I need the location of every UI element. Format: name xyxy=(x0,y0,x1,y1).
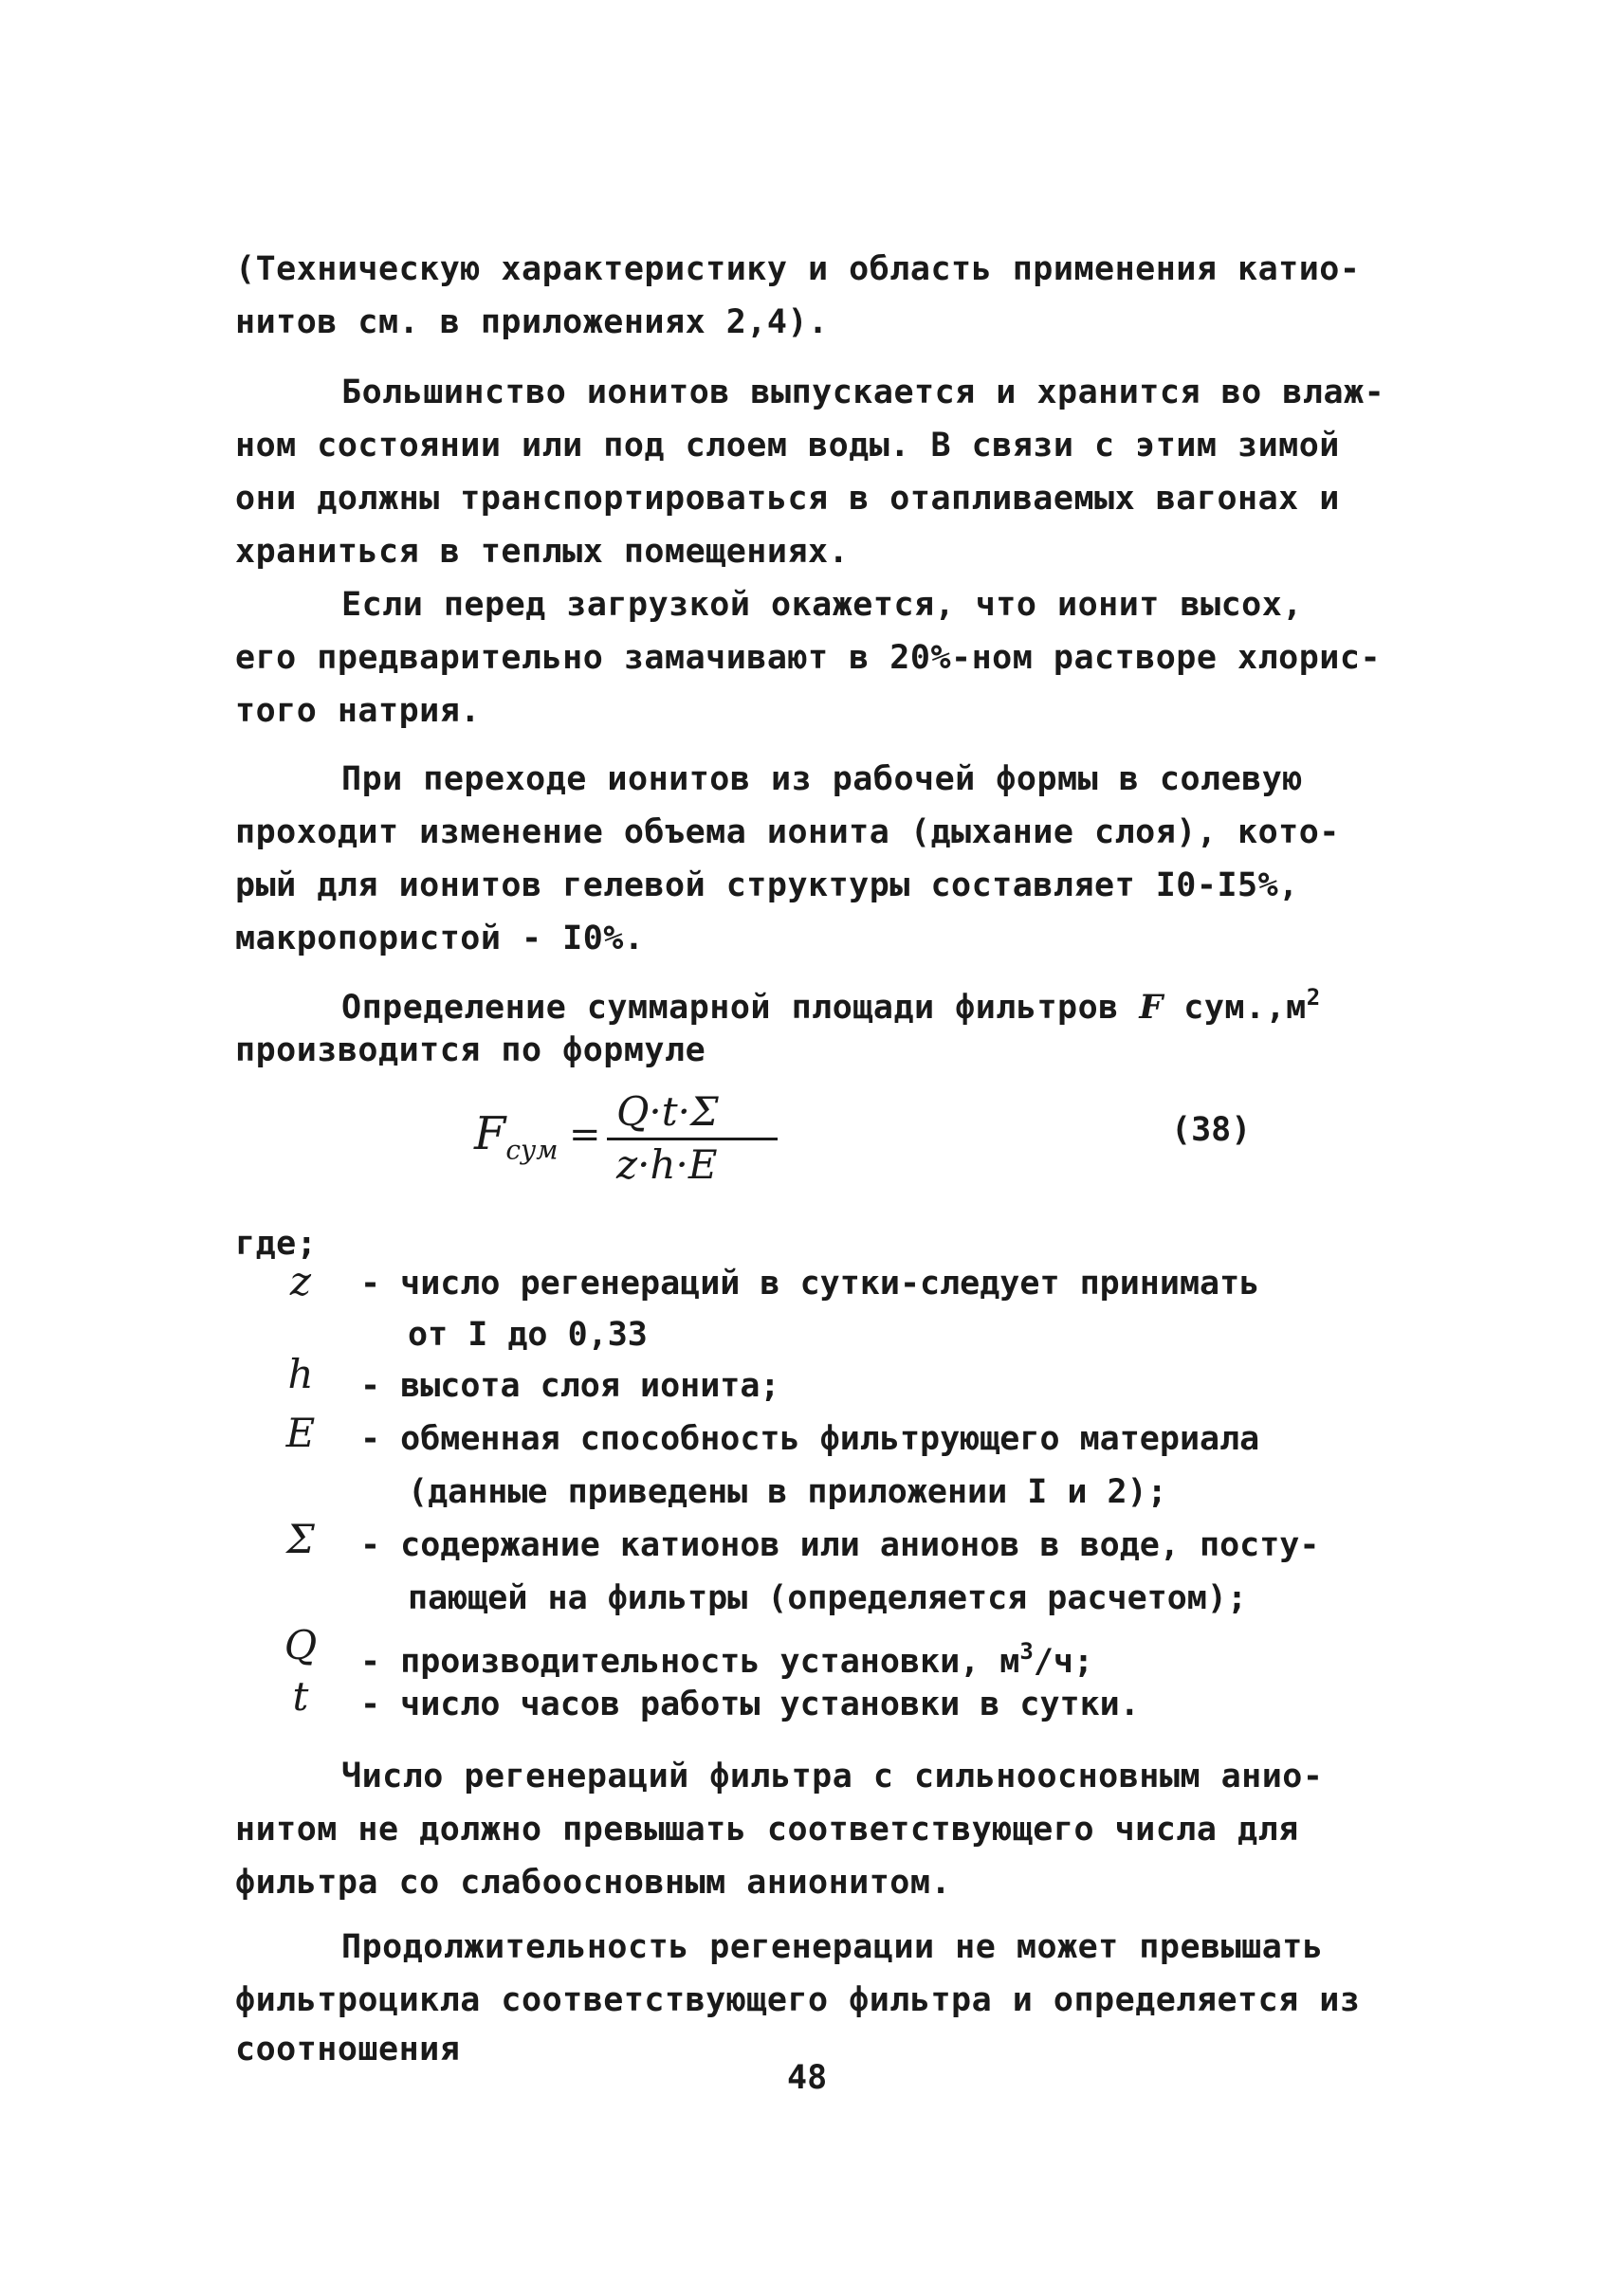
paragraph-3-line-2: его предварительно замачивают в 20%-ном растворе хлорис- xyxy=(235,639,1382,677)
paragraph-6-line-1: Число регенераций фильтра с сильноосновным анио- xyxy=(341,1758,1324,1795)
formula-lhs-subscript: сум xyxy=(505,1134,559,1166)
superscript-3: 3 xyxy=(1019,1638,1034,1665)
formula-lhs xyxy=(474,1107,558,1166)
paragraph-6-line-3: фильтра со слабоосновным анионитом. xyxy=(235,1864,952,1902)
paragraph-5-line-1 xyxy=(341,976,1321,1029)
definition-symbol-sigma: Σ xyxy=(286,1516,315,1562)
formula-equals: = xyxy=(569,1113,601,1157)
paragraph-2-line-3: они должны транспортироваться в отапливаемых вагонах и xyxy=(235,480,1340,518)
paragraph-1-line-1: (Техническую характеристику и область применения катио- xyxy=(235,250,1361,288)
paragraph-1-line-2: нитов см. в приложениях 2,4). xyxy=(235,303,829,341)
paragraph-7-line-1: Продолжительность регенерации не может превышать xyxy=(341,1928,1324,1966)
definition-Q-unit: /ч; xyxy=(1033,1643,1094,1681)
paragraph-4-line-1: При переходе ионитов из рабочей формы в солевую xyxy=(341,760,1303,798)
paragraph-7-line-2: фильтроцикла соответствующего фильтра и определяется из xyxy=(235,1981,1361,2019)
paragraph-6-line-2: нитом не должно превышать соответствующего числа для xyxy=(235,1811,1299,1849)
definition-Q-text: - производительность установки, м xyxy=(360,1643,1020,1681)
formula-numerator: Q·t·Σ xyxy=(616,1088,719,1135)
paragraph-5-line-2: производится по формуле xyxy=(235,1031,706,1069)
formula-38 xyxy=(474,1088,967,1193)
definition-t-line-1: - число часов работы установки в сутки. xyxy=(360,1686,1140,1723)
formula-denominator: z·h·E xyxy=(616,1141,718,1188)
paragraph-2-line-2: ном состоянии или под слоем воды. В связи с этим зимой xyxy=(235,427,1340,465)
paragraph-4-line-2: проходит изменение объема ионита (дыхание слоя), кото- xyxy=(235,813,1340,851)
definition-Q-line-1 xyxy=(360,1631,1093,1683)
paragraph-5-prefix: Определение суммарной площади фильтров xyxy=(341,989,1140,1027)
paragraph-4-line-3: рый для ионитов гелевой структуры составляет I0-I5%, xyxy=(235,866,1299,904)
definition-h-line-1: - высота слоя ионита; xyxy=(360,1367,780,1405)
definition-symbol-h: h xyxy=(287,1351,314,1397)
page-number: 48 xyxy=(787,2059,828,2097)
formula-lhs-symbol: F xyxy=(474,1107,506,1160)
paragraph-3-line-3: того натрия. xyxy=(235,692,481,730)
definition-z-line-1: - число регенераций в сутки-следует принимать xyxy=(360,1265,1260,1303)
where-label: где; xyxy=(235,1225,318,1263)
definition-sigma-line-2: пающей на фильтры (определяется расчетом); xyxy=(408,1579,1248,1617)
definition-symbol-t: t xyxy=(292,1673,309,1720)
definition-symbol-Q: Q xyxy=(284,1622,318,1668)
definition-sigma-line-1: - содержание катионов или анионов в воде, посту- xyxy=(360,1526,1320,1564)
definition-symbol-E: E xyxy=(285,1410,316,1456)
superscript-2: 2 xyxy=(1306,984,1321,1011)
symbol-F-inline: F xyxy=(1139,988,1164,1027)
paragraph-5-suffix: сум.,м xyxy=(1163,989,1307,1027)
definition-E-line-2: (данные приведены в приложении I и 2); xyxy=(408,1473,1167,1511)
paragraph-4-line-4: макропористой - I0%. xyxy=(235,920,645,957)
definition-E-line-1: - обменная способность фильтрующего материала xyxy=(360,1420,1260,1458)
definition-z-line-2: от I до 0,33 xyxy=(408,1316,648,1354)
paragraph-7-line-3: соотношения xyxy=(235,2031,461,2068)
definition-symbol-z: z xyxy=(289,1258,312,1304)
paragraph-2-line-4: храниться в теплых помещениях. xyxy=(235,533,850,571)
formula-number: (38) xyxy=(1171,1111,1252,1149)
paragraph-3-line-1: Если перед загрузкой окажется, что ионит высох, xyxy=(341,586,1303,624)
formula-fraction-bar xyxy=(607,1138,778,1140)
paragraph-2-line-1: Большинство ионитов выпускается и хранится во влаж- xyxy=(341,374,1385,411)
